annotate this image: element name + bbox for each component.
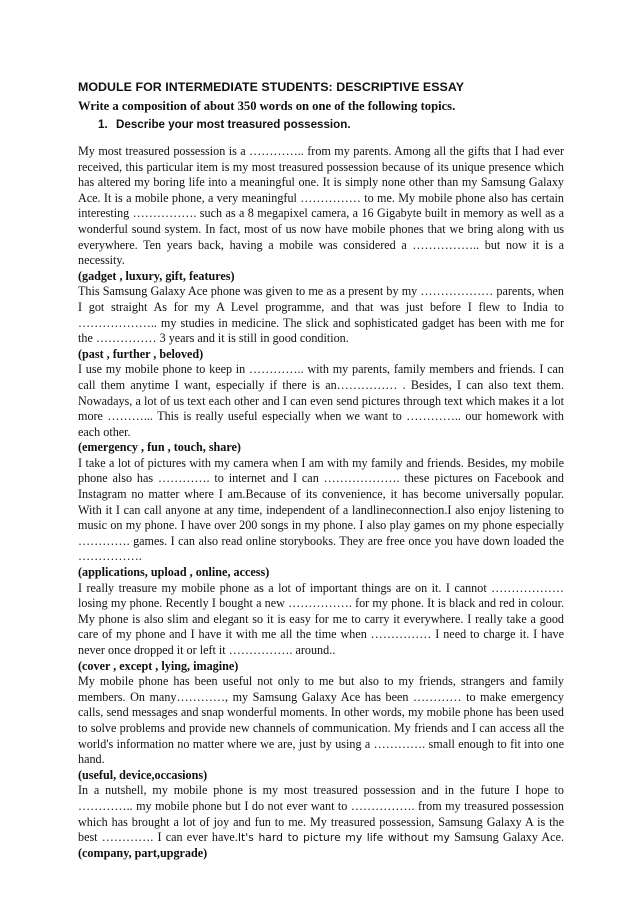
closing-text: In a nutshell, my mobile phone is my most treasured possession and in the future I hope to ………….. my mobile phone but I do not ever want to ……………. from my treasured possession which has brought a lot of joy and fun to me. My treasured possession, Samsung Galaxy A is the best …………. I can ever have. (78, 783, 564, 845)
closing-sans-text: It's hard to picture my life without my (237, 831, 450, 845)
instruction-line: Write a composition of about 350 words on one of the following topics. (78, 99, 456, 113)
essay-body (78, 144, 564, 861)
essay-paragraph: My most treasured possession is a ………….. from my parents. Among all the gifts that I had ever received, this particular item is my most treasured possession because of its unique presence which has altered my boring life into a meaningful one. It is simply none other than my Samsung Galaxy Ace. It is a mobile phone, a very meaningful …………… to me. My mobile phone also has certain interesting ……………. such as a 8 megapixel camera, a 16 Gigabyte built in memory as well as a wonderful sound system. In fact, most of us now have mobile phones that we bring along with us everywhere. Ten years back, having a mobile was considered a …………….. but now it is a necessity. (78, 144, 564, 268)
essay-paragraph: I take a lot of pictures with my camera when I am with my family and friends. Besides, my mobile phone also has …………. to internet and I can ………………. these pictures on Facebook and Instagram no matter where I am.Because of its convenience, it has become universally popular. With it I can call anyone at any time, independent of a landlineconnection.I also enjoy listening to music on my phone. I have over 200 songs in my phone. I also play games on my phone especially …………. games. I can also read online storybooks. They are free once you have down loaded the ……………. (78, 455, 564, 564)
essay-paragraph: My mobile phone has been useful not only to me but also to my friends, strangers and family members. On many…………, my Samsung Galaxy Ace has been ………… to make emergency calls, send messages and snap wonderful moments. In other words, my mobile phone has been used to solve problems and provide new channels of communication. My friends and I can access all the world's information no matter where we are, just by using a …………. small enough to fit into one hand. (78, 674, 564, 767)
word-cue: (applications, upload , online, access) (78, 565, 270, 580)
document-content (78, 80, 564, 861)
word-cue: (emergency , fun , touch, share) (78, 440, 241, 455)
word-cue: (cover , except , lying, imagine) (78, 658, 239, 673)
closing-tail-text: Samsung Galaxy Ace. (454, 830, 564, 845)
topic-item (98, 118, 564, 131)
word-cue: (gadget , luxury, gift, features) (78, 268, 235, 283)
module-title: MODULE FOR INTERMEDIATE STUDENTS: DESCRIPTIVE ESSAY (78, 80, 465, 94)
topic-number: 1. (98, 118, 108, 131)
essay-paragraph: This Samsung Galaxy Ace phone was given to me as a present by my ……………… parents, when I got straight As for my A Level programme, and that was just before I flew to India to ……………….. my studies in medicine. The slick and sophisticated gadget has been with me for the …………… 3 years and it is still in good condition. (78, 284, 564, 346)
essay-paragraph: I really treasure my mobile phone as a lot of important things are on it. I cannot ……………… losing my phone. Recently I bought a new ……………. for my phone. It is black and red in colour. My phone is also slim and elegant so it is easy for me to carry it everywhere. I really take a good care of my phone and I have it with me all the time when …………… I need to charge it. I have never once dropped it or left it ……………. around.. (78, 580, 564, 657)
final-word-cue: (company, part,upgrade) (78, 845, 208, 860)
topic-text: Describe your most treasured possession. (116, 118, 351, 131)
word-cue: (useful, device,occasions) (78, 767, 208, 782)
essay-paragraph: I use my mobile phone to keep in ………….. with my parents, family members and friends. I can call them anytime I want, especially if there is an…………… . Besides, I can also text them. Nowadays, a lot of us text each other and I can even send pictures through text which makes it a lot more ………... This is really useful especially when we want to ………….. our homework with each other. (78, 362, 564, 439)
closing-paragraph (78, 783, 564, 861)
word-cue: (past , further , beloved) (78, 346, 204, 361)
